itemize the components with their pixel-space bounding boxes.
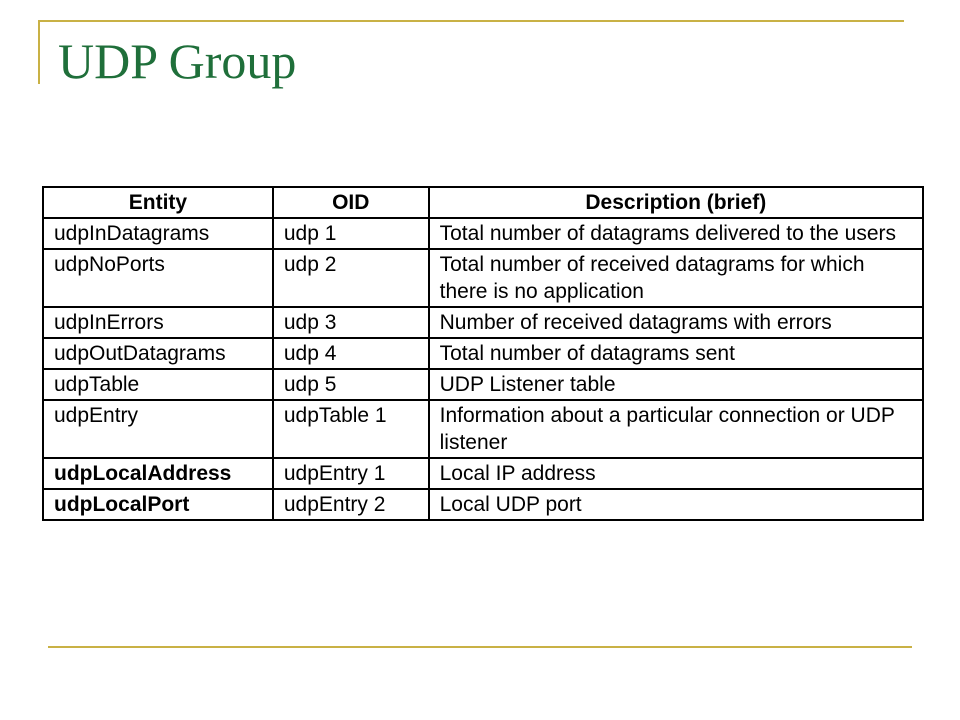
udp-mib-table [42, 186, 924, 521]
oid-cell: udpTable 1 [273, 400, 429, 458]
entity-cell: udpLocalPort [43, 489, 273, 520]
description-cell: Local UDP port [429, 489, 923, 520]
description-cell: Number of received datagrams with errors [429, 307, 923, 338]
slide-title: UDP Group [58, 33, 297, 89]
table-row [43, 218, 923, 249]
table-row [43, 458, 923, 489]
entity-cell: udpNoPorts [43, 249, 273, 307]
description-cell: UDP Listener table [429, 369, 923, 400]
oid-cell: udpEntry 1 [273, 458, 429, 489]
entity-cell: udpInErrors [43, 307, 273, 338]
entity-cell: udpEntry [43, 400, 273, 458]
description-cell: Total number of datagrams sent [429, 338, 923, 369]
table-row [43, 400, 923, 458]
description-cell: Local IP address [429, 458, 923, 489]
table-row [43, 338, 923, 369]
table-row [43, 489, 923, 520]
oid-cell: udp 5 [273, 369, 429, 400]
header-oid: OID [273, 187, 429, 218]
table-row [43, 307, 923, 338]
oid-cell: udp 4 [273, 338, 429, 369]
accent-vertical-line [38, 20, 40, 84]
header-description: Description (brief) [429, 187, 923, 218]
table-row [43, 249, 923, 307]
accent-bottom-line [48, 646, 912, 648]
entity-cell: udpOutDatagrams [43, 338, 273, 369]
entity-cell: udpLocalAddress [43, 458, 273, 489]
entity-cell: udpInDatagrams [43, 218, 273, 249]
oid-cell: udp 2 [273, 249, 429, 307]
description-cell: Information about a particular connection or UDP listener [429, 400, 923, 458]
oid-cell: udp 3 [273, 307, 429, 338]
oid-cell: udpEntry 2 [273, 489, 429, 520]
table-header-row [43, 187, 923, 218]
description-cell: Total number of received datagrams for which there is no application [429, 249, 923, 307]
table-row [43, 369, 923, 400]
entity-cell: udpTable [43, 369, 273, 400]
accent-top-line [38, 20, 904, 22]
header-entity: Entity [43, 187, 273, 218]
description-cell: Total number of datagrams delivered to the users [429, 218, 923, 249]
oid-cell: udp 1 [273, 218, 429, 249]
